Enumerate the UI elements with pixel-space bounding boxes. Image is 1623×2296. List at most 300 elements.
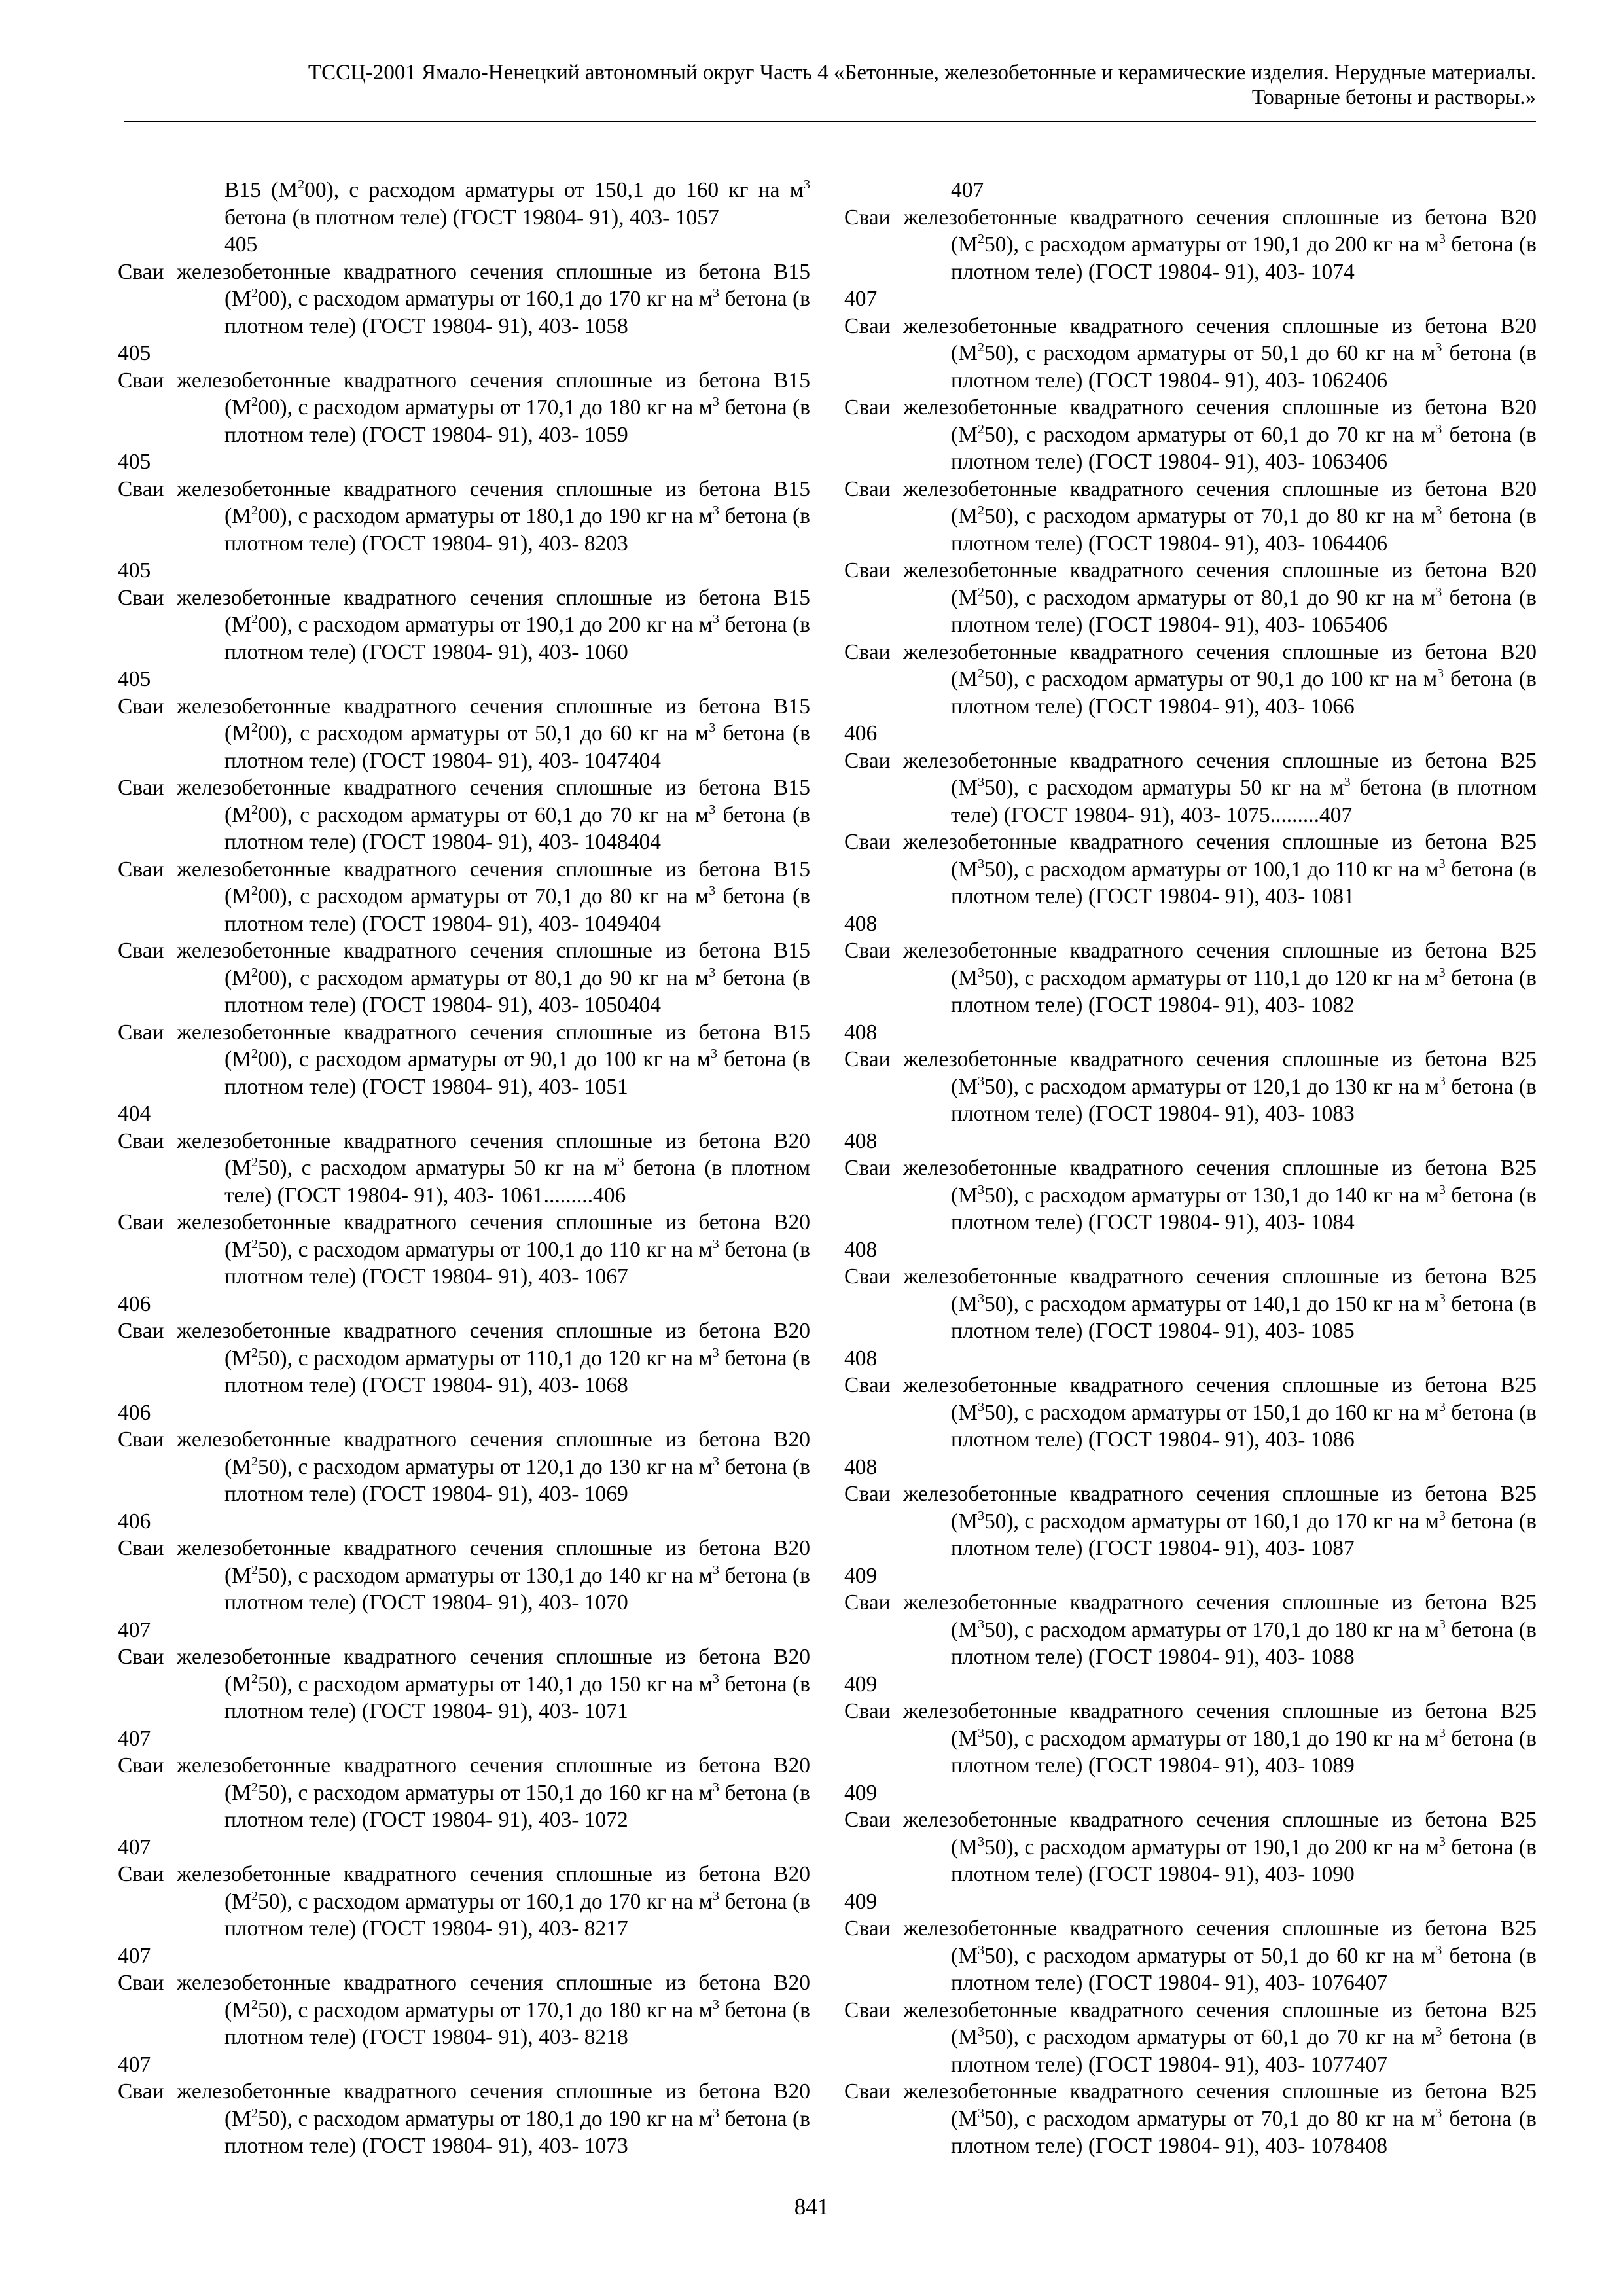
index-entry — [118, 584, 810, 693]
entry-page: 405 — [118, 558, 151, 583]
entry-text: В15 (М — [224, 259, 810, 311]
entry-text: В15 (М — [224, 857, 810, 908]
entry-superscript: 2 — [977, 503, 984, 518]
entry-superscript: 2 — [251, 2106, 258, 2121]
entry-superscript: 3 — [977, 1943, 984, 1958]
entry-superscript: 3 — [803, 177, 810, 192]
index-entry — [118, 1643, 810, 1752]
entry-superscript: 3 — [1435, 1943, 1442, 1958]
continued-entry — [844, 177, 1537, 204]
entry-superscript: 2 — [251, 1562, 258, 1577]
entry-text: бетона (в плотном теле) (ГОСТ 19804- 91), 403- 1073 — [224, 2106, 810, 2158]
entry-text: В20 (М — [224, 1210, 810, 1262]
entry-text: 50), с расходом арматуры от 140,1 до 150 кг на м — [258, 1672, 713, 1696]
entry-text: 00), с расходом арматуры от 150,1 до 160 кг на м — [304, 178, 804, 202]
entry-superscript: 2 — [251, 720, 258, 735]
entry-superscript: 2 — [251, 883, 258, 898]
entry-text: бетона (в плотном теле) (ГОСТ 19804- 91), 403- 1061 — [224, 1156, 810, 1208]
entry-text: 50), с расходом арматуры от 110,1 до 120 кг на м — [258, 1346, 713, 1371]
entry-text: В20 (М — [224, 1645, 810, 1696]
index-entry — [118, 1969, 810, 2078]
entry-body-start: железобетонные квадратного сечения сплошные из бетона — [177, 1319, 761, 1343]
entry-page: 406 — [118, 1291, 151, 1316]
entry-text: 00), с расходом арматуры от 160,1 до 170 кг на м — [258, 287, 713, 311]
entry-superscript: 3 — [617, 1155, 624, 1170]
entry-page: 407 — [844, 287, 878, 311]
entry-text: В20 (М — [224, 1753, 810, 1805]
entry-text: 00), с расходом арматуры от 50,1 до 60 кг на м — [258, 721, 709, 745]
entry-superscript: 3 — [977, 1291, 984, 1306]
entry-text: бетона (в плотном теле) (ГОСТ 19804- 91), 403- 1062406 — [951, 341, 1537, 393]
entry-text: бетона (в плотном теле) (ГОСТ 19804- 91), 403- 1087 — [951, 1509, 1537, 1560]
entry-text: 50), с расходом арматуры от 100,1 до 110 кг на м — [984, 857, 1439, 882]
entry-superscript: 3 — [1344, 774, 1351, 789]
entry-body-start: железобетонные квадратного сечения сплошные из бетона — [177, 1971, 761, 1995]
entry-text: бетона (в плотном теле) (ГОСТ 19804- 91), 403- 1050404 — [224, 965, 810, 1017]
entry-text: бетона (в плотном теле) (ГОСТ 19804- 91), 403- 1058 — [224, 287, 810, 338]
index-entry — [844, 639, 1537, 747]
entry-text: В15 (М — [224, 1020, 810, 1071]
entry-text: 50), с расходом арматуры от 130,1 до 140 кг на м — [258, 1563, 713, 1588]
entry-text: В25 (М — [951, 939, 1537, 990]
index-entry — [844, 747, 1537, 829]
entry-text: 50), с расходом арматуры от 70,1 до 80 кг на м — [984, 2106, 1436, 2131]
index-entry — [118, 693, 810, 775]
entry-superscript: 2 — [251, 1997, 258, 2012]
entry-body-start: железобетонные квадратного сечения сплошные из бетона — [177, 1128, 761, 1153]
index-entry — [844, 394, 1537, 476]
index-entry — [118, 937, 810, 1019]
index-entry — [844, 937, 1537, 1046]
entry-body-start: железобетонные квадратного сечения сплошные из бетона — [177, 585, 761, 610]
entry-page: 406 — [844, 721, 878, 745]
entry-superscript: 3 — [977, 1073, 984, 1088]
entry-text: бетона (в плотном теле) (ГОСТ 19804- 91), 403- 1057 — [224, 205, 719, 230]
entry-body-start: железобетонные квадратного сечения сплошные из бетона — [903, 939, 1488, 963]
entry-prefix: Сваи — [118, 1536, 164, 1560]
entry-text: бетона (в плотном теле) (ГОСТ 19804- 91), 403- 1067 — [224, 1237, 810, 1289]
entry-superscript: 3 — [712, 285, 719, 300]
entry-page: 405 — [224, 232, 258, 257]
entry-text: 50), с расходом арматуры 50 кг на м — [984, 776, 1344, 800]
entry-page: 408 — [844, 1237, 878, 1262]
entry-prefix: Сваи — [844, 476, 891, 501]
entry-text: В20 (М — [224, 1128, 810, 1180]
entry-superscript: 3 — [712, 394, 719, 409]
entry-text: В20 (М — [224, 1862, 810, 1914]
entry-superscript: 3 — [977, 1399, 984, 1414]
entry-superscript: 2 — [977, 584, 984, 600]
entry-prefix: Сваи — [118, 1128, 164, 1153]
entry-text: В20 (М — [951, 314, 1537, 365]
entry-superscript: 2 — [298, 177, 305, 192]
entry-prefix: Сваи — [844, 1998, 891, 2022]
entry-text: В25 (М — [951, 1373, 1537, 1425]
entry-text: бетона (в плотном теле) (ГОСТ 19804- 91), 403- 1051 — [224, 1047, 810, 1099]
entry-superscript: 3 — [712, 1454, 719, 1469]
entry-text: 00), с расходом арматуры от 70,1 до 80 кг на м — [258, 884, 709, 908]
entry-prefix: Сваи — [118, 2079, 164, 2104]
entry-prefix: Сваи — [118, 1427, 164, 1452]
entry-body-start: железобетонные квадратного сечения сплошные из бетона — [177, 1753, 761, 1778]
entry-text: В15 (М — [224, 178, 298, 202]
entry-text: 50), с расходом арматуры от 100,1 до 110 кг на м — [258, 1237, 713, 1262]
entry-text: бетона (в плотном теле) (ГОСТ 19804- 91), 403- 1084 — [951, 1183, 1537, 1234]
entry-text: бетона (в плотном теле) (ГОСТ 19804- 91), 403- 1048404 — [224, 802, 810, 854]
entry-body-start: железобетонные квадратного сечения сплошные из бетона — [177, 1536, 761, 1560]
entry-text: бетона (в плотном теле) (ГОСТ 19804- 91), 403- 1070 — [224, 1563, 810, 1615]
entry-prefix: Сваи — [844, 1265, 891, 1289]
entry-prefix: Сваи — [118, 1020, 164, 1045]
entry-text: 50), с расходом арматуры от 110,1 до 120 кг на м — [984, 965, 1439, 990]
entry-page-inline: .........406 — [543, 1183, 626, 1208]
entry-page: 408 — [844, 1454, 878, 1479]
index-entry — [118, 1861, 810, 1969]
entry-body-start: железобетонные квадратного сечения сплошные из бетона — [903, 830, 1488, 854]
entry-prefix: Сваи — [118, 694, 164, 719]
entry-body-start: железобетонные квадратного сечения сплошные из бетона — [903, 748, 1488, 773]
entry-prefix: Сваи — [844, 1047, 891, 1071]
index-entry — [844, 2078, 1537, 2160]
entry-superscript: 3 — [1435, 2024, 1442, 2039]
entry-text: бетона (в плотном теле) (ГОСТ 19804- 91), 403- 1086 — [951, 1400, 1537, 1452]
entry-superscript: 2 — [251, 611, 258, 626]
entry-text: бетона (в плотном теле) (ГОСТ 19804- 91), 403- 1065406 — [951, 585, 1537, 637]
entry-prefix: Сваи — [844, 1590, 891, 1615]
entry-page: 408 — [844, 1128, 878, 1153]
entry-body-start: железобетонные квадратного сечения сплошные из бетона — [177, 2079, 761, 2104]
entry-text: бетона (в плотном теле) (ГОСТ 19804- 91), 403- 1075 — [951, 776, 1537, 827]
entry-prefix: Сваи — [844, 1373, 891, 1397]
entry-body-start: железобетонные квадратного сечения сплошные из бетона — [903, 395, 1488, 420]
entry-prefix: Сваи — [118, 585, 164, 610]
index-entry — [118, 476, 810, 584]
entry-superscript: 2 — [251, 1888, 258, 1903]
entry-body-start: железобетонные квадратного сечения сплошные из бетона — [177, 1645, 761, 1669]
entry-text: бетона (в плотном теле) (ГОСТ 19804- 91), 403- 1074 — [951, 232, 1537, 284]
entry-page: 407 — [118, 1726, 151, 1751]
entry-superscript: 3 — [712, 611, 719, 626]
index-entry — [844, 1263, 1537, 1372]
entry-body-start: железобетонные квадратного сечения сплошные из бетона — [177, 1427, 761, 1452]
index-entry — [118, 1128, 810, 1210]
header-rule — [124, 121, 1536, 122]
entry-text: В25 (М — [951, 1808, 1537, 1859]
entry-text: В15 (М — [224, 694, 810, 745]
entry-superscript: 2 — [251, 1046, 258, 1061]
entry-superscript: 3 — [709, 802, 716, 817]
entry-prefix: Сваи — [844, 1808, 891, 1832]
entry-text: В25 (М — [951, 1699, 1537, 1751]
entry-text: бетона (в плотном теле) (ГОСТ 19804- 91), 403- 1059 — [224, 395, 810, 447]
entry-text: 50), с расходом арматуры от 50,1 до 60 кг на м — [984, 1943, 1436, 1968]
entry-superscript: 3 — [977, 2106, 984, 2121]
index-entry — [844, 1046, 1537, 1155]
entry-prefix: Сваи — [118, 776, 164, 800]
entry-prefix: Сваи — [118, 939, 164, 963]
entry-prefix: Сваи — [844, 939, 891, 963]
entry-superscript: 3 — [712, 2106, 719, 2121]
index-entry — [844, 1589, 1537, 1698]
entry-text: В20 (М — [224, 1971, 810, 2022]
entry-text: В25 (М — [951, 1998, 1537, 2049]
entry-text: В20 (М — [224, 1536, 810, 1588]
page-number: 841 — [794, 2194, 829, 2219]
entry-text: бетона (в плотном теле) (ГОСТ 19804- 91), 403- 1083 — [951, 1074, 1537, 1126]
entry-prefix: Сваи — [118, 857, 164, 882]
entry-text: бетона (в плотном теле) (ГОСТ 19804- 91), 403- 1072 — [224, 1780, 810, 1832]
entry-text: 00), с расходом арматуры от 60,1 до 70 кг на м — [258, 802, 709, 827]
entry-text: 50), с расходом арматуры от 130,1 до 140 кг на м — [984, 1183, 1439, 1208]
entry-superscript: 2 — [977, 231, 984, 246]
entry-page: 405 — [118, 667, 151, 691]
entry-body-start: железобетонные квадратного сечения сплошные из бетона — [903, 639, 1488, 664]
entry-text: 50), с расходом арматуры от 140,1 до 150 кг на м — [984, 1291, 1439, 1316]
index-entry — [844, 476, 1537, 558]
entry-text: бетона (в плотном теле) (ГОСТ 19804- 91), 403- 1081 — [951, 857, 1537, 908]
entry-text: В20 (М — [224, 2079, 810, 2131]
entry-body-start: железобетонные квадратного сечения сплошные из бетона — [177, 1862, 761, 1886]
entry-superscript: 2 — [977, 340, 984, 355]
entry-superscript: 3 — [709, 965, 716, 980]
entry-prefix: Сваи — [844, 1482, 891, 1506]
entry-page: 407 — [118, 2052, 151, 2077]
entry-text: бетона (в плотном теле) (ГОСТ 19804- 91), 403- 1063406 — [951, 422, 1537, 474]
entry-body-start: железобетонные квадратного сечения сплошные из бетона — [903, 1482, 1488, 1506]
entry-prefix: Сваи — [118, 368, 164, 393]
entry-text: 50), с расходом арматуры от 80,1 до 90 кг на м — [984, 585, 1436, 610]
entry-text: 50), с расходом арматуры от 70,1 до 80 кг на м — [984, 504, 1436, 528]
entry-prefix: Сваи — [118, 476, 164, 501]
entry-text: 50), с расходом арматуры от 180,1 до 190 кг на м — [258, 2106, 713, 2131]
entry-superscript: 2 — [251, 394, 258, 409]
entry-body-start: железобетонные квадратного сечения сплошные из бетона — [177, 694, 761, 719]
entry-prefix: Сваи — [844, 205, 891, 230]
index-entry — [118, 1318, 810, 1426]
index-entry — [844, 204, 1537, 313]
entry-page: 409 — [844, 1889, 878, 1914]
entry-body-start: железобетонные квадратного сечения сплошные из бетона — [903, 1699, 1488, 1723]
entry-page: 407 — [951, 178, 984, 202]
entry-body-start: железобетонные квадратного сечения сплошные из бетона — [903, 558, 1488, 583]
index-entry — [844, 1806, 1537, 1915]
entry-superscript: 3 — [977, 965, 984, 980]
entry-text: бетона (в плотном теле) (ГОСТ 19804- 91), 403- 1077407 — [951, 2025, 1537, 2077]
entry-page: 409 — [844, 1672, 878, 1696]
entry-superscript: 3 — [1438, 1725, 1446, 1740]
index-entry — [118, 1209, 810, 1318]
entry-page: 406 — [118, 1509, 151, 1534]
entry-text: бетона (в плотном теле) (ГОСТ 19804- 91), 403- 1078408 — [951, 2106, 1537, 2158]
entry-text: бетона (в плотном теле) (ГОСТ 19804- 91), 403- 1089 — [951, 1726, 1537, 1778]
entry-prefix: Сваи — [844, 748, 891, 773]
index-entry — [844, 1155, 1537, 1263]
entry-body-start: железобетонные квадратного сечения сплошные из бетона — [177, 259, 761, 284]
entry-text: 00), с расходом арматуры от 190,1 до 200 кг на м — [258, 613, 713, 637]
entry-text: 50), с расходом арматуры от 90,1 до 100 кг на м — [984, 667, 1438, 691]
entry-prefix: Сваи — [844, 1156, 891, 1180]
index-entry — [844, 1372, 1537, 1480]
entry-text: 00), с расходом арматуры от 170,1 до 180 кг на м — [258, 395, 713, 420]
entry-page: 408 — [844, 911, 878, 936]
entry-text: 00), с расходом арматуры от 80,1 до 90 кг на м — [258, 965, 709, 990]
index-entry — [844, 1997, 1537, 2079]
entry-superscript: 2 — [251, 1345, 258, 1360]
entry-text: В15 (М — [224, 476, 810, 528]
entry-superscript: 3 — [977, 2024, 984, 2039]
index-entry — [118, 774, 810, 856]
entry-superscript: 3 — [1435, 340, 1442, 355]
entry-superscript: 3 — [977, 1617, 984, 1632]
entry-superscript: 3 — [712, 1997, 719, 2012]
entry-page-inline: .........407 — [1270, 802, 1353, 827]
entry-text: В25 (М — [951, 1482, 1537, 1534]
entry-body-start: железобетонные квадратного сечения сплошные из бетона — [903, 1916, 1488, 1941]
entry-superscript: 2 — [977, 422, 984, 437]
entry-superscript: 3 — [709, 883, 716, 898]
entry-prefix: Сваи — [118, 1862, 164, 1886]
index-entry — [118, 856, 810, 938]
entry-superscript: 3 — [712, 503, 719, 518]
entry-superscript: 3 — [712, 1345, 719, 1360]
entry-superscript: 2 — [251, 1671, 258, 1686]
entry-superscript: 3 — [1435, 2106, 1442, 2121]
entry-body-start: железобетонные квадратного сечения сплошные из бетона — [177, 857, 761, 882]
entry-text: бетона (в плотном теле) (ГОСТ 19804- 91), 403- 1088 — [951, 1617, 1537, 1669]
entry-page: 407 — [118, 1835, 151, 1859]
entry-text: В25 (М — [951, 1156, 1537, 1208]
entry-superscript: 3 — [1435, 584, 1442, 600]
entry-text: В25 (М — [951, 1916, 1537, 1968]
entry-text: 50), с расходом арматуры от 160,1 до 170 кг на м — [258, 1889, 713, 1914]
entry-body-start: железобетонные квадратного сечения сплошные из бетона — [177, 1210, 761, 1234]
entry-superscript: 3 — [1438, 1834, 1446, 1849]
entry-text: 50), с расходом арматуры от 190,1 до 200 кг на м — [984, 232, 1439, 257]
entry-text: бетона (в плотном теле) (ГОСТ 19804- 91), 403- 8218 — [224, 1998, 810, 2049]
entry-text: В20 (М — [951, 639, 1537, 691]
entry-body-start: железобетонные квадратного сечения сплошные из бетона — [903, 1047, 1488, 1071]
index-entry — [118, 367, 810, 476]
index-entry — [844, 829, 1537, 937]
entry-text: бетона (в плотном теле) (ГОСТ 19804- 91), 403- 1064406 — [951, 504, 1537, 556]
entry-superscript: 3 — [709, 720, 716, 735]
entry-superscript: 2 — [251, 1780, 258, 1795]
entry-prefix: Сваи — [118, 1210, 164, 1234]
entry-superscript: 3 — [1438, 1508, 1446, 1523]
entry-page: 407 — [118, 1617, 151, 1642]
entry-body-start: железобетонные квадратного сечения сплошные из бетона — [903, 1998, 1488, 2022]
left-column — [118, 177, 810, 2160]
entry-prefix: Сваи — [118, 259, 164, 284]
entry-text: В20 (М — [951, 205, 1537, 257]
index-entry — [118, 1752, 810, 1861]
entry-page: 406 — [118, 1400, 151, 1425]
entry-page: 404 — [118, 1102, 151, 1126]
entry-superscript: 3 — [1438, 856, 1446, 871]
entry-superscript: 3 — [712, 1671, 719, 1686]
entry-prefix: Сваи — [844, 1916, 891, 1941]
entry-superscript: 3 — [977, 1834, 984, 1849]
entry-prefix: Сваи — [118, 1971, 164, 1995]
entry-body-start: железобетонные квадратного сечения сплошные из бетона — [177, 939, 761, 963]
entry-page: 407 — [118, 1943, 151, 1968]
entry-prefix: Сваи — [844, 639, 891, 664]
entry-text: В20 (М — [224, 1427, 810, 1479]
index-entry — [844, 1915, 1537, 1997]
entry-text: 50), с расходом арматуры от 150,1 до 160 кг на м — [258, 1780, 713, 1805]
index-entry — [844, 1480, 1537, 1589]
entry-text: В15 (М — [224, 939, 810, 990]
entry-text: бетона (в плотном теле) (ГОСТ 19804- 91), 403- 1047404 — [224, 721, 810, 773]
entry-text: В15 (М — [224, 368, 810, 420]
entry-superscript: 3 — [977, 774, 984, 789]
entry-superscript: 2 — [251, 1155, 258, 1170]
entry-text: В15 (М — [224, 585, 810, 637]
entry-superscript: 3 — [712, 1780, 719, 1795]
entry-body-start: железобетонные квадратного сечения сплошные из бетона — [903, 1156, 1488, 1180]
right-column — [844, 177, 1537, 2160]
entry-superscript: 2 — [251, 503, 258, 518]
entry-superscript: 2 — [251, 802, 258, 817]
index-entry — [844, 1698, 1537, 1806]
entry-text: 50), с расходом арматуры от 150,1 до 160 кг на м — [984, 1400, 1439, 1425]
entry-text: бетона (в плотном теле) (ГОСТ 19804- 91), 403- 1060 — [224, 613, 810, 664]
entry-superscript: 3 — [1438, 1182, 1446, 1197]
entry-superscript: 3 — [1438, 1617, 1446, 1632]
entry-prefix: Сваи — [844, 2079, 891, 2104]
entry-text: В25 (М — [951, 1590, 1537, 1642]
entry-text: 50), с расходом арматуры от 180,1 до 190 кг на м — [984, 1726, 1439, 1751]
entry-superscript: 2 — [251, 1236, 258, 1251]
entry-body-start: железобетонные квадратного сечения сплошные из бетона — [177, 776, 761, 800]
entry-prefix: Сваи — [844, 395, 891, 420]
entry-text: В25 (М — [951, 748, 1537, 800]
entry-body-start: железобетонные квадратного сечения сплошные из бетона — [903, 1808, 1488, 1832]
entry-text: 50), с расходом арматуры 50 кг на м — [258, 1156, 618, 1180]
entry-text: 50), с расходом арматуры от 50,1 до 60 кг на м — [984, 341, 1436, 365]
entry-text: 50), с расходом арматуры от 120,1 до 130 кг на м — [258, 1454, 713, 1479]
entry-text: 00), с расходом арматуры от 90,1 до 100 кг на м — [258, 1047, 711, 1071]
index-entry — [844, 313, 1537, 395]
index-entry — [118, 1426, 810, 1535]
entry-text: В25 (М — [951, 830, 1537, 882]
header-line-2: Товарные бетоны и растворы.» — [1251, 86, 1536, 109]
entry-superscript: 3 — [977, 1508, 984, 1523]
entry-prefix: Сваи — [844, 1699, 891, 1723]
entry-body-start: железобетонные квадратного сечения сплошные из бетона — [903, 2079, 1488, 2104]
entry-superscript: 3 — [1438, 965, 1446, 980]
entry-text: бетона (в плотном теле) (ГОСТ 19804- 91), 403- 1071 — [224, 1672, 810, 1723]
entry-text: бетона (в плотном теле) (ГОСТ 19804- 91), 403- 1076407 — [951, 1943, 1537, 1995]
entry-text: В25 (М — [951, 2079, 1537, 2131]
entry-text: В20 (М — [951, 558, 1537, 610]
entry-prefix: Сваи — [118, 1753, 164, 1778]
entry-text: бетона (в плотном теле) (ГОСТ 19804- 91), 403- 1049404 — [224, 884, 810, 936]
entry-body-start: железобетонные квадратного сечения сплошные из бетона — [903, 1373, 1488, 1397]
entry-body-start: железобетонные квадратного сечения сплошные из бетона — [177, 476, 761, 501]
entry-superscript: 3 — [712, 1888, 719, 1903]
entry-page: 409 — [844, 1780, 878, 1805]
entry-text: бетона (в плотном теле) (ГОСТ 19804- 91), 403- 8217 — [224, 1889, 810, 1941]
entry-page: 409 — [844, 1563, 878, 1588]
entry-superscript: 3 — [1438, 231, 1446, 246]
entry-body-start: железобетонные квадратного сечения сплошные из бетона — [903, 476, 1488, 501]
entry-superscript: 3 — [1437, 666, 1444, 681]
entry-body-start: железобетонные квадратного сечения сплошные из бетона — [903, 1590, 1488, 1615]
entry-text: бетона (в плотном теле) (ГОСТ 19804- 91), 403- 1085 — [951, 1291, 1537, 1343]
index-entry — [844, 557, 1537, 639]
entry-text: бетона (в плотном теле) (ГОСТ 19804- 91), 403- 1090 — [951, 1835, 1537, 1886]
